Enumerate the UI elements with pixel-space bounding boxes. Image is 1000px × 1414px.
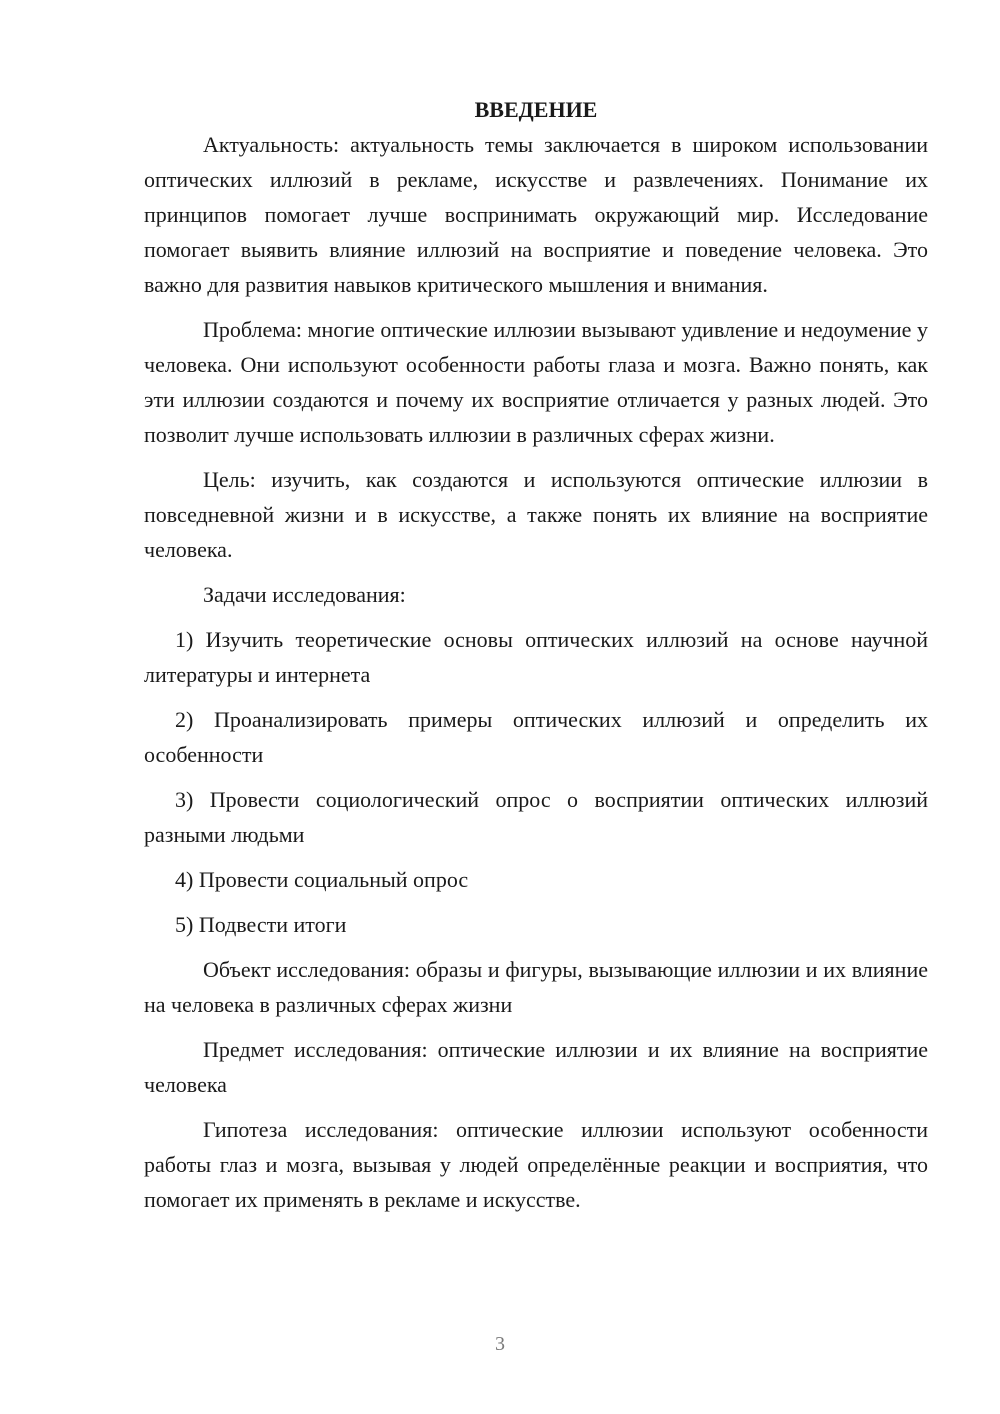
task-item-2: 2) Проанализировать примеры оптических иллюзий и определить их особенности [144,707,928,767]
page-number: 3 [495,1333,505,1355]
task-item-5: 5) Подвести итоги [175,912,347,937]
tasks-title: Задачи исследования: [203,582,406,607]
object-paragraph: Объект исследования: образы и фигуры, вызывающие иллюзии и их влияние на человека в различных сферах жизни [144,957,928,1017]
page-content [144,92,928,1217]
subject-paragraph: Предмет исследования: оптические иллюзии и их влияние на восприятие человека [144,1037,928,1097]
hypothesis-paragraph: Гипотеза исследования: оптические иллюзии используют особенности работы глаз и мозга, вызывая у людей определённые реакции и восприятия, что помогает их применять в рекламе и искусстве. [144,1117,928,1212]
task-item-1: 1) Изучить теоретические основы оптических иллюзий на основе научной литературы и интернета [144,627,928,687]
goal-paragraph: Цель: изучить, как создаются и используются оптические иллюзии в повседневной жизни и в искусстве, а также понять их влияние на восприятие человека. [144,467,928,562]
relevance-paragraph: Актуальность: актуальность темы заключается в широком использовании оптических иллюзий в рекламе, искусстве и развлечениях. Понимание их принципов помогает лучше воспринимать окружающий мир. Исследование помогает выявить влияние иллюзий на восприятие и поведение человека. Это важно для развития навыков критического мышления и внимания. [144,132,928,297]
task-item-4: 4) Провести социальный опрос [175,867,469,892]
section-heading: ВВЕДЕНИЕ [474,97,598,122]
problem-paragraph: Проблема: многие оптические иллюзии вызывают удивление и недоумение у человека. Они используют особенности работы глаза и мозга. Важно понять, как эти иллюзии создаются и почему их восприятие отличается у разных людей. Это позволит лучше использовать иллюзии в различных сферах жизни. [144,317,928,447]
task-item-3: 3) Провести социологический опрос о восприятии оптических иллюзий разными людьми [144,787,928,847]
